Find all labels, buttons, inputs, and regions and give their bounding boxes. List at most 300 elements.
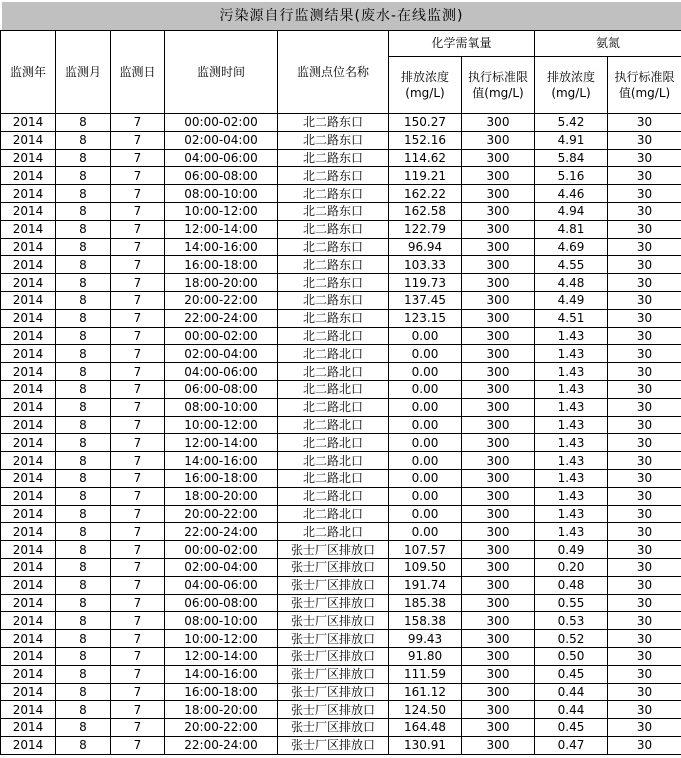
cell-day: 7 — [111, 363, 165, 381]
cell-nh3_value: 1.43 — [535, 505, 608, 523]
cell-time: 06:00-08:00 — [165, 380, 278, 398]
cell-nh3_value: 1.43 — [535, 452, 608, 470]
cell-site: 北二路东口 — [278, 291, 389, 309]
cell-site: 张士厂区排放口 — [278, 665, 389, 683]
column-header-site: 监测点位名称 — [278, 31, 389, 114]
table-row — [1, 434, 681, 452]
column-header-day: 监测日 — [111, 31, 165, 114]
cell-cod_value: 119.21 — [389, 167, 462, 185]
cell-nh3_limit: 30 — [608, 167, 681, 185]
column-header-nh3-limit: 执行标准限值(mg/L) — [608, 57, 681, 114]
cell-year: 2014 — [1, 131, 56, 149]
cell-cod_limit: 300 — [462, 665, 535, 683]
cell-time: 02:00-04:00 — [165, 345, 278, 363]
cell-cod_value: 164.48 — [389, 719, 462, 737]
cell-year: 2014 — [1, 719, 56, 737]
cell-site: 张士厂区排放口 — [278, 576, 389, 594]
cell-month: 8 — [56, 327, 111, 345]
cell-nh3_limit: 30 — [608, 487, 681, 505]
cell-cod_limit: 300 — [462, 345, 535, 363]
cell-nh3_limit: 30 — [608, 630, 681, 648]
cell-cod_value: 161.12 — [389, 683, 462, 701]
cell-cod_limit: 300 — [462, 452, 535, 470]
cell-nh3_limit: 30 — [608, 363, 681, 381]
table-row — [1, 541, 681, 559]
cell-nh3_limit: 30 — [608, 398, 681, 416]
cell-day: 7 — [111, 665, 165, 683]
cell-time: 16:00-18:00 — [165, 683, 278, 701]
cell-nh3_limit: 30 — [608, 149, 681, 167]
column-header-year: 监测年 — [1, 31, 56, 114]
cell-nh3_limit: 30 — [608, 558, 681, 576]
cell-month: 8 — [56, 558, 111, 576]
cell-nh3_limit: 30 — [608, 523, 681, 541]
cell-time: 22:00-24:00 — [165, 309, 278, 327]
cell-cod_limit: 300 — [462, 167, 535, 185]
cell-site: 北二路北口 — [278, 505, 389, 523]
cell-cod_value: 137.45 — [389, 291, 462, 309]
cell-cod_limit: 300 — [462, 256, 535, 274]
cell-nh3_value: 1.43 — [535, 363, 608, 381]
cell-month: 8 — [56, 594, 111, 612]
cell-day: 7 — [111, 612, 165, 630]
cell-cod_value: 119.73 — [389, 274, 462, 292]
cell-year: 2014 — [1, 523, 56, 541]
column-header-cod-concentration: 排放浓度(mg/L) — [389, 57, 462, 114]
cell-time: 10:00-12:00 — [165, 416, 278, 434]
cell-day: 7 — [111, 558, 165, 576]
cell-year: 2014 — [1, 665, 56, 683]
cell-nh3_value: 5.16 — [535, 167, 608, 185]
column-header-time: 监测时间 — [165, 31, 278, 114]
cell-site: 张士厂区排放口 — [278, 736, 389, 754]
column-group-cod: 化学需氧量 — [389, 31, 535, 57]
table-row — [1, 558, 681, 576]
table-row — [1, 380, 681, 398]
cell-site: 张士厂区排放口 — [278, 612, 389, 630]
cell-month: 8 — [56, 398, 111, 416]
cell-nh3_value: 4.48 — [535, 274, 608, 292]
cell-year: 2014 — [1, 291, 56, 309]
cell-day: 7 — [111, 327, 165, 345]
cell-day: 7 — [111, 576, 165, 594]
table-row — [1, 683, 681, 701]
cell-month: 8 — [56, 469, 111, 487]
cell-site: 张士厂区排放口 — [278, 683, 389, 701]
cell-month: 8 — [56, 149, 111, 167]
cell-cod_limit: 300 — [462, 327, 535, 345]
cell-year: 2014 — [1, 701, 56, 719]
cell-cod_limit: 300 — [462, 274, 535, 292]
table-row — [1, 594, 681, 612]
cell-month: 8 — [56, 220, 111, 238]
cell-day: 7 — [111, 630, 165, 648]
cell-day: 7 — [111, 487, 165, 505]
cell-nh3_value: 1.43 — [535, 469, 608, 487]
cell-site: 北二路东口 — [278, 202, 389, 220]
cell-nh3_limit: 30 — [608, 309, 681, 327]
cell-time: 08:00-10:00 — [165, 612, 278, 630]
cell-year: 2014 — [1, 185, 56, 203]
table-row — [1, 647, 681, 665]
cell-cod_value: 124.50 — [389, 701, 462, 719]
cell-cod_limit: 300 — [462, 238, 535, 256]
cell-nh3_value: 1.43 — [535, 416, 608, 434]
cell-cod_limit: 300 — [462, 398, 535, 416]
table-row — [1, 309, 681, 327]
cell-nh3_limit: 30 — [608, 291, 681, 309]
cell-cod_value: 114.62 — [389, 149, 462, 167]
cell-site: 北二路东口 — [278, 220, 389, 238]
cell-month: 8 — [56, 202, 111, 220]
table-row — [1, 398, 681, 416]
cell-cod_limit: 300 — [462, 202, 535, 220]
cell-nh3_limit: 30 — [608, 665, 681, 683]
cell-site: 北二路北口 — [278, 452, 389, 470]
cell-year: 2014 — [1, 274, 56, 292]
cell-cod_value: 152.16 — [389, 131, 462, 149]
cell-cod_value: 122.79 — [389, 220, 462, 238]
cell-cod_value: 162.58 — [389, 202, 462, 220]
cell-year: 2014 — [1, 256, 56, 274]
cell-cod_value: 0.00 — [389, 434, 462, 452]
cell-time: 16:00-18:00 — [165, 256, 278, 274]
cell-nh3_value: 0.48 — [535, 576, 608, 594]
table-row — [1, 701, 681, 719]
cell-site: 北二路北口 — [278, 380, 389, 398]
cell-day: 7 — [111, 202, 165, 220]
cell-site: 北二路东口 — [278, 238, 389, 256]
cell-cod_limit: 300 — [462, 114, 535, 132]
cell-day: 7 — [111, 683, 165, 701]
cell-cod_value: 96.94 — [389, 238, 462, 256]
cell-site: 张士厂区排放口 — [278, 647, 389, 665]
table-row — [1, 630, 681, 648]
cell-time: 12:00-14:00 — [165, 647, 278, 665]
cell-nh3_value: 0.20 — [535, 558, 608, 576]
cell-day: 7 — [111, 309, 165, 327]
cell-nh3_limit: 30 — [608, 220, 681, 238]
cell-cod_value: 150.27 — [389, 114, 462, 132]
cell-day: 7 — [111, 149, 165, 167]
cell-year: 2014 — [1, 541, 56, 559]
cell-cod_limit: 300 — [462, 701, 535, 719]
cell-time: 06:00-08:00 — [165, 167, 278, 185]
cell-site: 北二路东口 — [278, 149, 389, 167]
cell-cod_value: 191.74 — [389, 576, 462, 594]
cell-day: 7 — [111, 541, 165, 559]
cell-time: 10:00-12:00 — [165, 202, 278, 220]
cell-nh3_limit: 30 — [608, 594, 681, 612]
cell-cod_value: 0.00 — [389, 380, 462, 398]
cell-nh3_limit: 30 — [608, 274, 681, 292]
cell-site: 北二路北口 — [278, 487, 389, 505]
cell-month: 8 — [56, 576, 111, 594]
cell-nh3_value: 1.43 — [535, 327, 608, 345]
cell-site: 张士厂区排放口 — [278, 719, 389, 737]
cell-nh3_value: 4.94 — [535, 202, 608, 220]
cell-month: 8 — [56, 612, 111, 630]
cell-day: 7 — [111, 274, 165, 292]
cell-year: 2014 — [1, 380, 56, 398]
cell-cod_limit: 300 — [462, 185, 535, 203]
cell-nh3_limit: 30 — [608, 576, 681, 594]
cell-time: 02:00-04:00 — [165, 558, 278, 576]
table-row — [1, 469, 681, 487]
table-row — [1, 719, 681, 737]
cell-cod_value: 0.00 — [389, 469, 462, 487]
header-group-row — [1, 31, 681, 57]
cell-cod_value: 0.00 — [389, 523, 462, 541]
cell-cod_value: 91.80 — [389, 647, 462, 665]
cell-nh3_limit: 30 — [608, 647, 681, 665]
cell-nh3_value: 0.47 — [535, 736, 608, 754]
cell-time: 04:00-06:00 — [165, 576, 278, 594]
cell-nh3_limit: 30 — [608, 452, 681, 470]
table-row — [1, 202, 681, 220]
cell-cod_limit: 300 — [462, 131, 535, 149]
cell-cod_limit: 300 — [462, 719, 535, 737]
cell-month: 8 — [56, 683, 111, 701]
cell-day: 7 — [111, 114, 165, 132]
cell-site: 北二路东口 — [278, 274, 389, 292]
cell-nh3_limit: 30 — [608, 131, 681, 149]
cell-nh3_limit: 30 — [608, 256, 681, 274]
cell-cod_value: 0.00 — [389, 398, 462, 416]
cell-month: 8 — [56, 736, 111, 754]
cell-month: 8 — [56, 238, 111, 256]
cell-time: 08:00-10:00 — [165, 398, 278, 416]
cell-cod_value: 185.38 — [389, 594, 462, 612]
cell-time: 14:00-16:00 — [165, 452, 278, 470]
cell-time: 00:00-02:00 — [165, 541, 278, 559]
cell-nh3_value: 4.69 — [535, 238, 608, 256]
cell-nh3_value: 1.43 — [535, 487, 608, 505]
cell-nh3_limit: 30 — [608, 469, 681, 487]
table-row — [1, 345, 681, 363]
cell-cod_limit: 300 — [462, 558, 535, 576]
cell-day: 7 — [111, 380, 165, 398]
cell-site: 张士厂区排放口 — [278, 701, 389, 719]
cell-day: 7 — [111, 434, 165, 452]
table-row — [1, 523, 681, 541]
cell-day: 7 — [111, 505, 165, 523]
cell-time: 20:00-22:00 — [165, 505, 278, 523]
table-row — [1, 114, 681, 132]
cell-year: 2014 — [1, 167, 56, 185]
cell-cod_value: 0.00 — [389, 327, 462, 345]
cell-cod_value: 158.38 — [389, 612, 462, 630]
table-row — [1, 363, 681, 381]
column-header-cod-limit: 执行标准限值(mg/L) — [462, 57, 535, 114]
cell-day: 7 — [111, 220, 165, 238]
cell-month: 8 — [56, 274, 111, 292]
cell-site: 张士厂区排放口 — [278, 541, 389, 559]
cell-time: 14:00-16:00 — [165, 238, 278, 256]
cell-day: 7 — [111, 719, 165, 737]
cell-time: 10:00-12:00 — [165, 630, 278, 648]
cell-cod_limit: 300 — [462, 630, 535, 648]
cell-time: 12:00-14:00 — [165, 220, 278, 238]
cell-time: 18:00-20:00 — [165, 274, 278, 292]
cell-month: 8 — [56, 256, 111, 274]
cell-time: 22:00-24:00 — [165, 736, 278, 754]
cell-cod_limit: 300 — [462, 380, 535, 398]
cell-nh3_value: 4.51 — [535, 309, 608, 327]
cell-site: 北二路北口 — [278, 327, 389, 345]
cell-time: 00:00-02:00 — [165, 327, 278, 345]
cell-day: 7 — [111, 736, 165, 754]
cell-year: 2014 — [1, 220, 56, 238]
table-row — [1, 291, 681, 309]
cell-nh3_limit: 30 — [608, 327, 681, 345]
cell-year: 2014 — [1, 647, 56, 665]
cell-month: 8 — [56, 541, 111, 559]
table-row — [1, 131, 681, 149]
cell-cod_value: 123.15 — [389, 309, 462, 327]
cell-nh3_value: 4.49 — [535, 291, 608, 309]
cell-year: 2014 — [1, 469, 56, 487]
table-row — [1, 487, 681, 505]
cell-nh3_value: 0.49 — [535, 541, 608, 559]
cell-cod_value: 103.33 — [389, 256, 462, 274]
cell-day: 7 — [111, 452, 165, 470]
cell-cod_limit: 300 — [462, 220, 535, 238]
cell-cod_limit: 300 — [462, 363, 535, 381]
table-row — [1, 274, 681, 292]
cell-month: 8 — [56, 167, 111, 185]
cell-year: 2014 — [1, 309, 56, 327]
cell-month: 8 — [56, 719, 111, 737]
cell-year: 2014 — [1, 576, 56, 594]
cell-year: 2014 — [1, 558, 56, 576]
table-row — [1, 416, 681, 434]
cell-cod_limit: 300 — [462, 505, 535, 523]
cell-site: 张士厂区排放口 — [278, 594, 389, 612]
cell-site: 北二路东口 — [278, 131, 389, 149]
table-row — [1, 185, 681, 203]
cell-month: 8 — [56, 647, 111, 665]
table-row — [1, 452, 681, 470]
column-header-nh3-concentration: 排放浓度(mg/L) — [535, 57, 608, 114]
cell-time: 04:00-06:00 — [165, 363, 278, 381]
cell-month: 8 — [56, 487, 111, 505]
cell-site: 北二路北口 — [278, 363, 389, 381]
cell-cod_value: 107.57 — [389, 541, 462, 559]
cell-time: 22:00-24:00 — [165, 523, 278, 541]
cell-month: 8 — [56, 701, 111, 719]
cell-nh3_value: 0.55 — [535, 594, 608, 612]
cell-cod_limit: 300 — [462, 647, 535, 665]
cell-time: 06:00-08:00 — [165, 594, 278, 612]
cell-cod_limit: 300 — [462, 291, 535, 309]
page-title: 污染源自行监测结果(废水-在线监测) — [0, 0, 681, 30]
cell-nh3_value: 0.50 — [535, 647, 608, 665]
cell-site: 北二路东口 — [278, 114, 389, 132]
cell-site: 北二路东口 — [278, 185, 389, 203]
cell-month: 8 — [56, 630, 111, 648]
table-row — [1, 238, 681, 256]
cell-cod_value: 0.00 — [389, 452, 462, 470]
cell-cod_value: 162.22 — [389, 185, 462, 203]
cell-month: 8 — [56, 114, 111, 132]
cell-day: 7 — [111, 238, 165, 256]
cell-month: 8 — [56, 523, 111, 541]
cell-year: 2014 — [1, 363, 56, 381]
cell-cod_limit: 300 — [462, 469, 535, 487]
cell-cod_limit: 300 — [462, 541, 535, 559]
cell-month: 8 — [56, 416, 111, 434]
cell-day: 7 — [111, 131, 165, 149]
cell-site: 北二路北口 — [278, 398, 389, 416]
monitoring-table — [0, 30, 681, 755]
cell-nh3_value: 1.43 — [535, 398, 608, 416]
cell-month: 8 — [56, 309, 111, 327]
table-row — [1, 612, 681, 630]
cell-month: 8 — [56, 380, 111, 398]
cell-cod_value: 130.91 — [389, 736, 462, 754]
cell-site: 张士厂区排放口 — [278, 630, 389, 648]
cell-month: 8 — [56, 345, 111, 363]
cell-nh3_limit: 30 — [608, 719, 681, 737]
cell-day: 7 — [111, 647, 165, 665]
cell-year: 2014 — [1, 452, 56, 470]
cell-nh3_value: 1.43 — [535, 345, 608, 363]
cell-day: 7 — [111, 523, 165, 541]
cell-month: 8 — [56, 434, 111, 452]
cell-time: 08:00-10:00 — [165, 185, 278, 203]
column-header-month: 监测月 — [56, 31, 111, 114]
cell-month: 8 — [56, 665, 111, 683]
cell-nh3_limit: 30 — [608, 238, 681, 256]
cell-cod_limit: 300 — [462, 309, 535, 327]
column-group-nh3: 氨氮 — [535, 31, 681, 57]
cell-nh3_value: 0.45 — [535, 665, 608, 683]
table-row — [1, 256, 681, 274]
cell-nh3_value: 4.81 — [535, 220, 608, 238]
cell-day: 7 — [111, 701, 165, 719]
cell-nh3_value: 0.52 — [535, 630, 608, 648]
cell-time: 20:00-22:00 — [165, 291, 278, 309]
table-row — [1, 167, 681, 185]
cell-time: 12:00-14:00 — [165, 434, 278, 452]
table-row — [1, 149, 681, 167]
table-row — [1, 220, 681, 238]
cell-nh3_value: 0.45 — [535, 719, 608, 737]
cell-year: 2014 — [1, 327, 56, 345]
cell-month: 8 — [56, 363, 111, 381]
cell-time: 18:00-20:00 — [165, 487, 278, 505]
cell-cod_limit: 300 — [462, 416, 535, 434]
cell-nh3_limit: 30 — [608, 434, 681, 452]
cell-time: 16:00-18:00 — [165, 469, 278, 487]
cell-nh3_value: 5.84 — [535, 149, 608, 167]
table-row — [1, 576, 681, 594]
cell-nh3_limit: 30 — [608, 380, 681, 398]
cell-nh3_limit: 30 — [608, 202, 681, 220]
cell-cod_limit: 300 — [462, 576, 535, 594]
cell-nh3_limit: 30 — [608, 416, 681, 434]
cell-year: 2014 — [1, 630, 56, 648]
cell-cod_limit: 300 — [462, 434, 535, 452]
cell-year: 2014 — [1, 202, 56, 220]
cell-day: 7 — [111, 256, 165, 274]
table-row — [1, 736, 681, 754]
cell-year: 2014 — [1, 114, 56, 132]
cell-nh3_value: 4.91 — [535, 131, 608, 149]
cell-time: 02:00-04:00 — [165, 131, 278, 149]
cell-year: 2014 — [1, 398, 56, 416]
